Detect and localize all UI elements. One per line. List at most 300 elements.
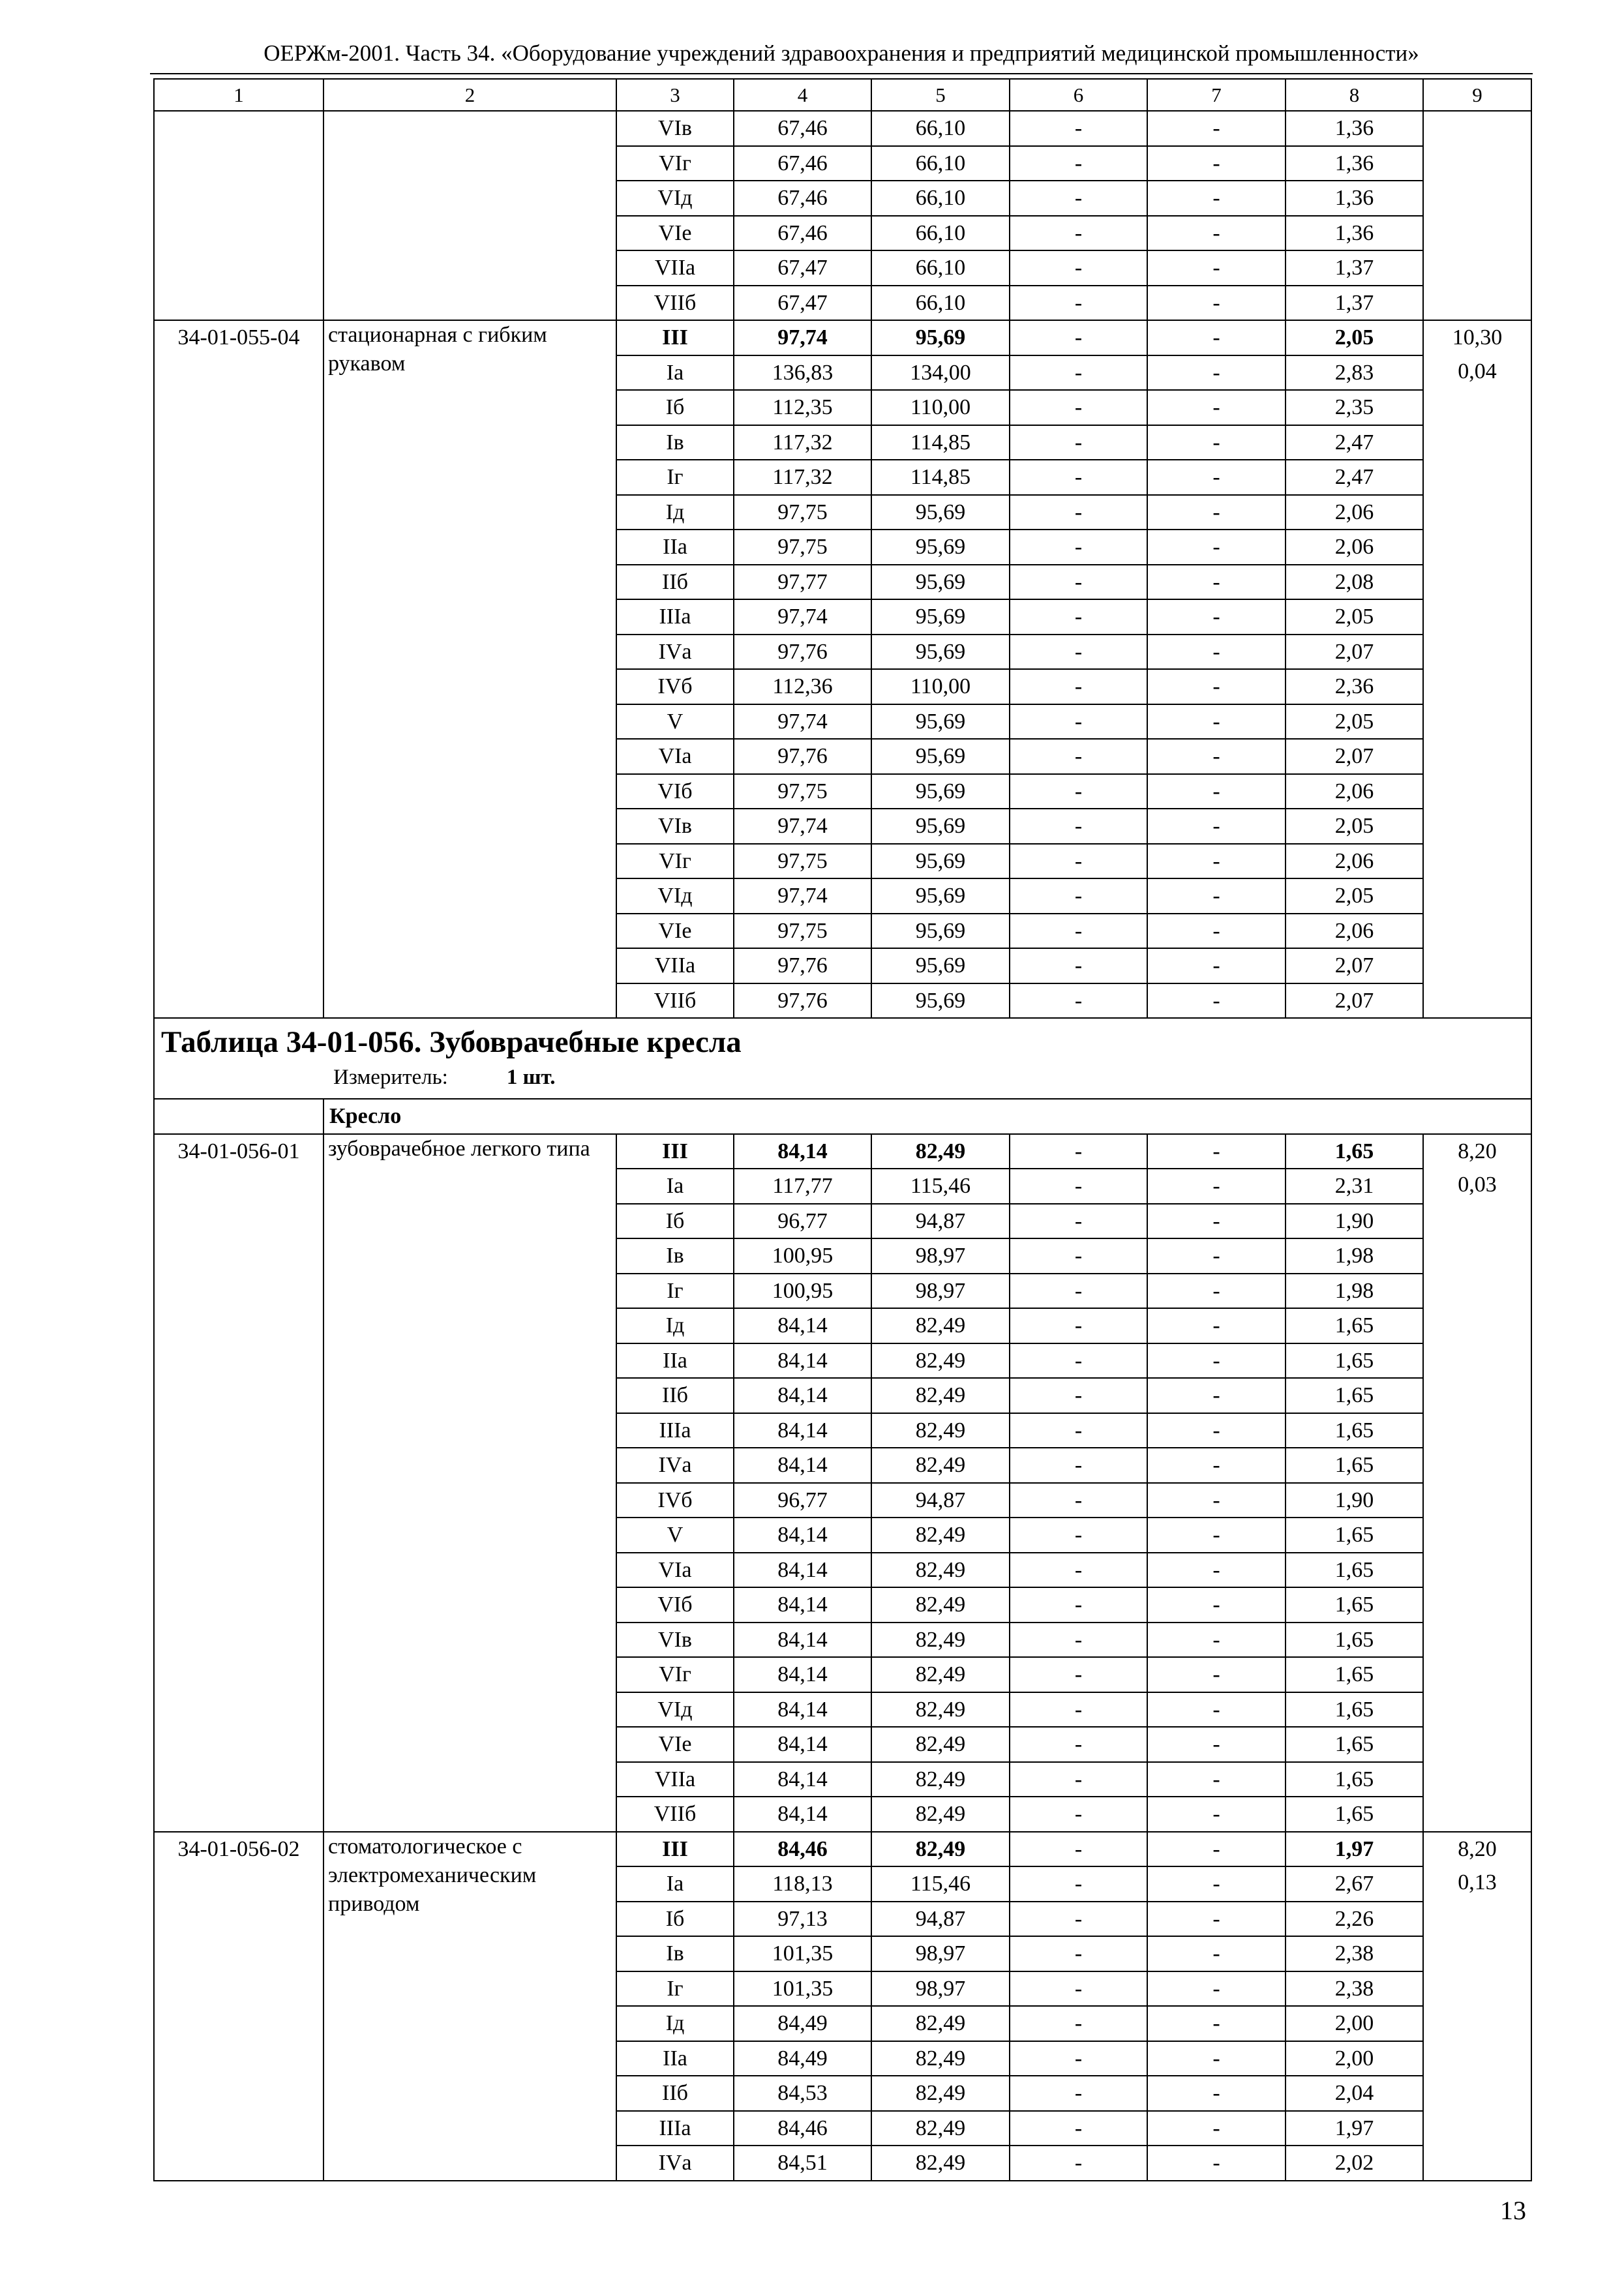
value-cell: IIIа [616, 1413, 734, 1448]
value-cell: 134,00 [871, 355, 1010, 391]
value-cell: - [1147, 1483, 1286, 1518]
value-cell: 118,13 [734, 1866, 871, 1902]
value-cell: - [1010, 1483, 1147, 1518]
value-cell: 66,10 [871, 286, 1010, 321]
value-cell: IIб [616, 1378, 734, 1413]
value-cell: - [1147, 460, 1286, 495]
value-cell: - [1010, 1971, 1147, 2007]
column-number: 5 [871, 79, 1010, 111]
value-cell: - [1147, 669, 1286, 704]
value-cell: 1,65 [1286, 1134, 1423, 1169]
value-cell: 84,49 [734, 2041, 871, 2076]
value-cell: 1,65 [1286, 1378, 1423, 1413]
value-cell: IVб [616, 1483, 734, 1518]
value-cell: - [1147, 1832, 1286, 1867]
value-cell: 82,49 [871, 1343, 1010, 1379]
value-cell: VIе [616, 914, 734, 949]
value-cell: 2,02 [1286, 2146, 1423, 2181]
value-cell: 67,46 [734, 146, 871, 181]
value-cell: - [1010, 1343, 1147, 1379]
value-cell: - [1147, 1762, 1286, 1797]
value-cell: - [1010, 1134, 1147, 1169]
value-cell: 2,47 [1286, 460, 1423, 495]
value-cell: 84,14 [734, 1692, 871, 1728]
value-cell: Iв [616, 425, 734, 460]
value-cell: 1,36 [1286, 181, 1423, 216]
value-cell: 101,35 [734, 1936, 871, 1971]
value-cell: 1,65 [1286, 1448, 1423, 1483]
value-cell: 95,69 [871, 599, 1010, 635]
value-cell: 97,74 [734, 878, 871, 914]
value-cell: - [1010, 914, 1147, 949]
value-cell: - [1010, 2146, 1147, 2181]
value-cell: - [1010, 216, 1147, 251]
value-cell: 84,14 [734, 1308, 871, 1343]
value-cell: 82,49 [871, 1587, 1010, 1623]
value-cell: - [1147, 599, 1286, 635]
value-cell: 1,97 [1286, 2111, 1423, 2146]
value-cell: 1,36 [1286, 146, 1423, 181]
value-cell: 82,49 [871, 2041, 1010, 2076]
column-number: 6 [1010, 79, 1147, 111]
col9-value: 8,20 [1458, 1836, 1497, 1861]
value-cell: IVб [616, 669, 734, 704]
value-cell: - [1010, 1308, 1147, 1343]
value-cell: VIг [616, 1657, 734, 1692]
value-cell: 97,75 [734, 844, 871, 879]
value-cell: - [1010, 390, 1147, 425]
value-cell: VIв [616, 111, 734, 146]
value-cell: 97,77 [734, 565, 871, 600]
col9-cell [1423, 1832, 1531, 2181]
value-cell: 1,65 [1286, 1797, 1423, 1832]
value-cell: 82,49 [871, 1308, 1010, 1343]
value-cell: 2,31 [1286, 1169, 1423, 1204]
value-cell: - [1010, 635, 1147, 670]
value-cell: 95,69 [871, 565, 1010, 600]
value-cell: - [1147, 111, 1286, 146]
page-header: ОЕРЖм-2001. Часть 34. «Оборудование учреждений здравоохранения и предприятий медицинской промышленности» [150, 40, 1533, 74]
table-title: Таблица 34-01-056. Зубоврачебные кресла [161, 1025, 742, 1059]
value-cell: - [1147, 1169, 1286, 1204]
value-cell: 1,65 [1286, 1518, 1423, 1553]
value-cell: 97,74 [734, 320, 871, 355]
value-cell: VIд [616, 1692, 734, 1728]
value-cell: - [1010, 1587, 1147, 1623]
column-number: 8 [1286, 79, 1423, 111]
value-cell: - [1147, 809, 1286, 844]
value-cell: - [1147, 1413, 1286, 1448]
value-cell: 67,47 [734, 250, 871, 286]
value-cell: 82,49 [871, 1553, 1010, 1588]
value-cell: 97,75 [734, 774, 871, 809]
value-cell: VIд [616, 181, 734, 216]
value-cell: V [616, 1518, 734, 1553]
value-cell: 84,14 [734, 1727, 871, 1762]
value-cell: 2,38 [1286, 1936, 1423, 1971]
value-cell: 2,26 [1286, 1902, 1423, 1937]
value-cell: VIа [616, 1553, 734, 1588]
value-cell: 1,37 [1286, 286, 1423, 321]
value-cell: - [1147, 320, 1286, 355]
table-title-cell [154, 1018, 1531, 1099]
value-cell: VIг [616, 146, 734, 181]
name-cell [323, 111, 616, 320]
value-cell: - [1010, 355, 1147, 391]
value-cell: 67,46 [734, 216, 871, 251]
value-cell: 117,32 [734, 460, 871, 495]
code-cell: 34-01-056-02 [154, 1832, 323, 2181]
value-cell: V [616, 704, 734, 740]
value-cell: 101,35 [734, 1971, 871, 2007]
value-cell: - [1010, 1413, 1147, 1448]
value-cell: - [1147, 2111, 1286, 2146]
value-cell: 1,65 [1286, 1343, 1423, 1379]
value-cell: 66,10 [871, 216, 1010, 251]
column-number-row [154, 79, 1531, 111]
value-cell: 84,46 [734, 2111, 871, 2146]
value-cell: 2,07 [1286, 739, 1423, 774]
value-cell: 2,06 [1286, 844, 1423, 879]
value-cell: - [1147, 1657, 1286, 1692]
value-cell: 95,69 [871, 774, 1010, 809]
col9-value: 0,13 [1458, 1870, 1497, 1894]
table-title-row [154, 1018, 1531, 1099]
value-cell: 95,69 [871, 739, 1010, 774]
value-cell: - [1010, 1657, 1147, 1692]
value-cell: 82,49 [871, 2146, 1010, 2181]
code-cell [154, 111, 323, 320]
value-cell: 96,77 [734, 1483, 871, 1518]
col9-cell [1423, 111, 1531, 320]
value-cell: - [1147, 1204, 1286, 1239]
value-cell: 1,37 [1286, 250, 1423, 286]
col9-value: 10,30 [1452, 325, 1503, 350]
value-cell: 2,38 [1286, 1971, 1423, 2007]
value-cell: VIв [616, 1623, 734, 1658]
table-row [154, 1832, 1531, 1867]
value-cell: 100,95 [734, 1274, 871, 1309]
value-cell: 82,49 [871, 1832, 1010, 1867]
value-cell: - [1147, 1378, 1286, 1413]
value-cell: - [1010, 320, 1147, 355]
value-cell: 2,07 [1286, 948, 1423, 983]
value-cell: 84,14 [734, 1134, 871, 1169]
value-cell: - [1010, 809, 1147, 844]
value-cell: 1,36 [1286, 111, 1423, 146]
value-cell: IIб [616, 2076, 734, 2111]
value-cell: 95,69 [871, 495, 1010, 530]
value-cell: - [1147, 1936, 1286, 1971]
value-cell: 2,83 [1286, 355, 1423, 391]
value-cell: 1,97 [1286, 1832, 1423, 1867]
value-cell: - [1147, 286, 1286, 321]
value-cell: - [1147, 1692, 1286, 1728]
value-cell: Iб [616, 1902, 734, 1937]
value-cell: 84,14 [734, 1343, 871, 1379]
value-cell: - [1010, 111, 1147, 146]
value-cell: - [1010, 530, 1147, 565]
value-cell: 84,14 [734, 1587, 871, 1623]
value-cell: - [1010, 1936, 1147, 1971]
value-cell: Iа [616, 1169, 734, 1204]
value-cell: - [1147, 948, 1286, 983]
value-cell: 2,06 [1286, 495, 1423, 530]
value-cell: - [1010, 844, 1147, 879]
value-cell: 84,14 [734, 1413, 871, 1448]
value-cell: - [1147, 216, 1286, 251]
section-empty-cell [154, 1099, 323, 1134]
value-cell: 95,69 [871, 983, 1010, 1019]
value-cell: - [1147, 390, 1286, 425]
value-cell: 82,49 [871, 1448, 1010, 1483]
value-cell: - [1010, 1169, 1147, 1204]
value-cell: 94,87 [871, 1902, 1010, 1937]
value-cell: 84,14 [734, 1518, 871, 1553]
value-cell: 95,69 [871, 704, 1010, 740]
section-row [154, 1099, 1531, 1134]
col9-value: 0,03 [1458, 1173, 1497, 1197]
value-cell: - [1010, 2041, 1147, 2076]
value-cell: 95,69 [871, 948, 1010, 983]
value-cell: 98,97 [871, 1971, 1010, 2007]
value-cell: 94,87 [871, 1483, 1010, 1518]
value-cell: 1,98 [1286, 1238, 1423, 1274]
value-cell: IIIа [616, 599, 734, 635]
value-cell: VIIа [616, 250, 734, 286]
value-cell: - [1010, 983, 1147, 1019]
value-cell: - [1010, 286, 1147, 321]
page-number: 13 [1500, 2196, 1526, 2225]
value-cell: - [1010, 250, 1147, 286]
value-cell: III [616, 1832, 734, 1867]
value-cell: 95,69 [871, 844, 1010, 879]
value-cell: 110,00 [871, 390, 1010, 425]
value-cell: 84,14 [734, 1797, 871, 1832]
value-cell: Iб [616, 390, 734, 425]
value-cell: 97,75 [734, 530, 871, 565]
value-cell: 84,49 [734, 2006, 871, 2041]
value-cell: 2,00 [1286, 2006, 1423, 2041]
value-cell: Iд [616, 1308, 734, 1343]
value-cell: - [1010, 2111, 1147, 2146]
value-cell: - [1010, 425, 1147, 460]
value-cell: - [1010, 1692, 1147, 1728]
value-cell: - [1010, 739, 1147, 774]
value-cell: 67,46 [734, 111, 871, 146]
name-cell: стационарная с гибким рукавом [323, 320, 616, 1018]
value-cell: - [1147, 2076, 1286, 2111]
value-cell: 97,13 [734, 1902, 871, 1937]
value-cell: 66,10 [871, 250, 1010, 286]
value-cell: - [1147, 1134, 1286, 1169]
value-cell: - [1147, 181, 1286, 216]
value-cell: 84,14 [734, 1553, 871, 1588]
measure-line [161, 1064, 1526, 1090]
value-cell: - [1010, 1623, 1147, 1658]
value-cell: - [1010, 704, 1147, 740]
value-cell: 117,77 [734, 1169, 871, 1204]
value-cell: - [1010, 1866, 1147, 1902]
value-cell: 84,14 [734, 1762, 871, 1797]
value-cell: 82,49 [871, 1727, 1010, 1762]
table-row [154, 320, 1531, 355]
value-cell: 2,08 [1286, 565, 1423, 600]
value-cell: Iа [616, 355, 734, 391]
value-cell: 98,97 [871, 1936, 1010, 1971]
value-cell: - [1010, 1448, 1147, 1483]
value-cell: 112,35 [734, 390, 871, 425]
value-cell: - [1010, 1274, 1147, 1309]
value-cell: - [1147, 425, 1286, 460]
value-cell: - [1010, 1238, 1147, 1274]
value-cell: 67,46 [734, 181, 871, 216]
value-cell: - [1147, 1308, 1286, 1343]
col9-cell [1423, 320, 1531, 1018]
value-cell: 82,49 [871, 1378, 1010, 1413]
name-cell: зубоврачебное легкого типа [323, 1134, 616, 1832]
value-cell: 2,05 [1286, 599, 1423, 635]
value-cell: VIIб [616, 286, 734, 321]
value-cell: Iд [616, 2006, 734, 2041]
value-cell: 1,65 [1286, 1657, 1423, 1692]
table-row [154, 1134, 1531, 1169]
value-cell: 2,47 [1286, 425, 1423, 460]
value-cell: 2,36 [1286, 669, 1423, 704]
value-cell: 95,69 [871, 320, 1010, 355]
value-cell: 2,00 [1286, 2041, 1423, 2076]
value-cell: - [1010, 1518, 1147, 1553]
value-cell: Iд [616, 495, 734, 530]
value-cell: - [1010, 2006, 1147, 2041]
column-number: 9 [1423, 79, 1531, 111]
value-cell: - [1147, 1623, 1286, 1658]
value-cell: - [1147, 2146, 1286, 2181]
value-cell: 96,77 [734, 1204, 871, 1239]
value-cell: - [1147, 774, 1286, 809]
value-cell: VIг [616, 844, 734, 879]
value-cell: III [616, 1134, 734, 1169]
value-cell: 117,32 [734, 425, 871, 460]
value-cell: 2,05 [1286, 704, 1423, 740]
value-cell: - [1147, 2041, 1286, 2076]
measure-unit: 1 шт. [506, 1066, 556, 1089]
value-cell: 2,07 [1286, 635, 1423, 670]
value-cell: 1,65 [1286, 1308, 1423, 1343]
value-cell: 84,53 [734, 2076, 871, 2111]
value-cell: - [1147, 146, 1286, 181]
value-cell: 2,07 [1286, 983, 1423, 1019]
value-cell: 97,76 [734, 948, 871, 983]
value-cell: - [1010, 1204, 1147, 1239]
value-cell: 1,65 [1286, 1762, 1423, 1797]
col9-value: 0,04 [1458, 359, 1497, 383]
value-cell: 97,75 [734, 495, 871, 530]
value-cell: VIIа [616, 1762, 734, 1797]
value-cell: - [1147, 1902, 1286, 1937]
value-cell: 84,14 [734, 1448, 871, 1483]
value-cell: - [1010, 1797, 1147, 1832]
rates-table [153, 78, 1532, 2181]
value-cell: - [1010, 2076, 1147, 2111]
value-cell: - [1147, 739, 1286, 774]
value-cell: - [1010, 1762, 1147, 1797]
value-cell: 100,95 [734, 1238, 871, 1274]
value-cell: 84,14 [734, 1378, 871, 1413]
value-cell: - [1147, 1587, 1286, 1623]
value-cell: 114,85 [871, 425, 1010, 460]
value-cell: - [1010, 1902, 1147, 1937]
value-cell: 67,47 [734, 286, 871, 321]
value-cell: - [1147, 565, 1286, 600]
value-cell: - [1010, 495, 1147, 530]
value-cell: 84,14 [734, 1657, 871, 1692]
value-cell: 66,10 [871, 181, 1010, 216]
value-cell: IVа [616, 635, 734, 670]
value-cell: 2,05 [1286, 809, 1423, 844]
value-cell: 95,69 [871, 809, 1010, 844]
value-cell: 110,00 [871, 669, 1010, 704]
value-cell: - [1010, 948, 1147, 983]
value-cell: - [1010, 146, 1147, 181]
value-cell: - [1010, 565, 1147, 600]
value-cell: - [1010, 1727, 1147, 1762]
value-cell: 1,98 [1286, 1274, 1423, 1309]
value-cell: 115,46 [871, 1169, 1010, 1204]
value-cell: 82,49 [871, 1692, 1010, 1728]
value-cell: 114,85 [871, 460, 1010, 495]
value-cell: - [1147, 2006, 1286, 2041]
value-cell: 66,10 [871, 111, 1010, 146]
value-cell: 84,46 [734, 1832, 871, 1867]
value-cell: 84,51 [734, 2146, 871, 2181]
value-cell: - [1010, 1832, 1147, 1867]
value-cell: 98,97 [871, 1238, 1010, 1274]
value-cell: 97,76 [734, 983, 871, 1019]
value-cell: 1,65 [1286, 1692, 1423, 1728]
value-cell: Iб [616, 1204, 734, 1239]
value-cell: VIIа [616, 948, 734, 983]
value-cell: Iг [616, 1971, 734, 2007]
value-cell: - [1147, 635, 1286, 670]
value-cell: 95,69 [871, 878, 1010, 914]
value-cell: - [1147, 1343, 1286, 1379]
col9-cell [1423, 1134, 1531, 1832]
value-cell: VIIб [616, 1797, 734, 1832]
value-cell: - [1147, 1727, 1286, 1762]
value-cell: 82,49 [871, 2076, 1010, 2111]
col9-value: 8,20 [1458, 1139, 1497, 1163]
section-title: Кресло [323, 1099, 1531, 1134]
value-cell: IVа [616, 1448, 734, 1483]
value-cell: - [1010, 878, 1147, 914]
value-cell: IIб [616, 565, 734, 600]
value-cell: 82,49 [871, 1623, 1010, 1658]
value-cell: 2,06 [1286, 530, 1423, 565]
value-cell: 1,65 [1286, 1553, 1423, 1588]
value-cell: 2,06 [1286, 914, 1423, 949]
column-number: 4 [734, 79, 871, 111]
column-number: 7 [1147, 79, 1286, 111]
value-cell: 66,10 [871, 146, 1010, 181]
value-cell: - [1147, 495, 1286, 530]
value-cell: 1,65 [1286, 1587, 1423, 1623]
table-row [154, 111, 1531, 146]
value-cell: - [1010, 774, 1147, 809]
value-cell: VIб [616, 774, 734, 809]
measure-label: Измеритель: [333, 1066, 448, 1089]
value-cell: 2,05 [1286, 320, 1423, 355]
